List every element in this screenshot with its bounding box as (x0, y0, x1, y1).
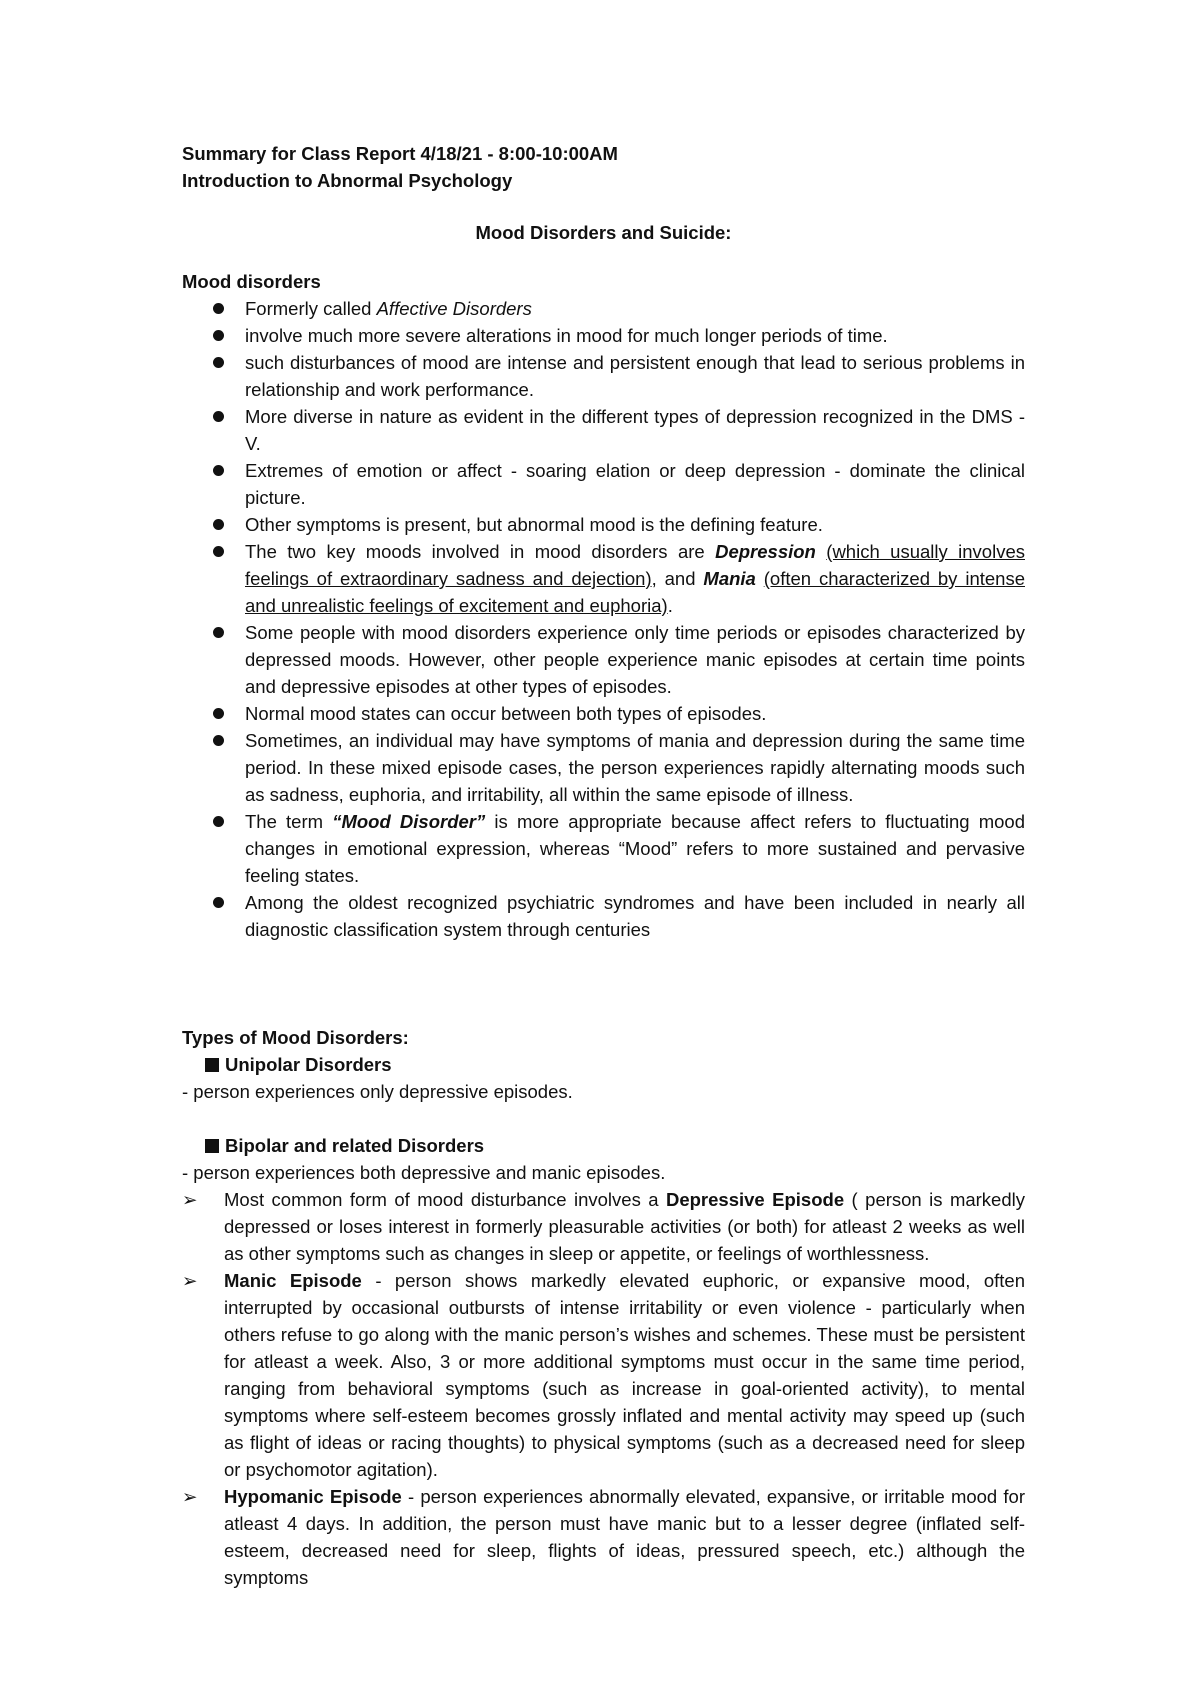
mood-disorders-list (182, 295, 1025, 943)
header-line-1: Summary for Class Report 4/18/21 - 8:00-10:00AM (182, 143, 618, 164)
list-item (182, 1186, 1025, 1267)
term-depressive-episode: Depressive Episode (665, 1189, 845, 1210)
item-text: such disturbances of mood are intense and persistent enough that lead to serious problems in relationship and work performance. (245, 352, 1025, 400)
term-depression: Depression (715, 541, 816, 562)
square-bullet-icon (205, 1058, 219, 1072)
depression-definition: (which usually involves feelings of extraordinary sadness and dejection) (245, 541, 1025, 589)
unipolar-heading (182, 1051, 1025, 1078)
spacer (182, 943, 1025, 1024)
arrow-bullet-icon: ➢ (182, 1270, 198, 1291)
bullet-dot-icon (213, 411, 224, 422)
item-text: Formerly called (245, 298, 377, 319)
item-text (756, 568, 764, 589)
item-text: involve much more severe alterations in mood for much longer periods of time. (245, 325, 888, 346)
list-item (182, 1483, 1025, 1591)
list-item (182, 1267, 1025, 1483)
list-item (182, 889, 1025, 943)
item-text: The term (245, 811, 333, 832)
document-title: Mood Disorders and Suicide: (475, 222, 732, 243)
list-item (182, 457, 1025, 511)
bullet-dot-icon (213, 708, 224, 719)
bullet-dot-icon (213, 546, 224, 557)
item-text: Other symptoms is present, but abnormal mood is the defining feature. (245, 514, 823, 535)
term-manic-episode: Manic Episode (224, 1270, 362, 1291)
list-item (182, 808, 1025, 889)
item-text: , and (651, 568, 704, 589)
list-item (182, 538, 1025, 619)
item-text: - person experiences abnormally elevated, expansive, or irritable mood for atleast 4 days. In addition, the person must have manic but to a lesser degree (inflated self-esteem, decreased need for sleep, flights of ideas, pressured speech, etc.) although the symptoms (224, 1486, 1025, 1588)
bullet-dot-icon (213, 330, 224, 341)
mood-disorders-heading: Mood disorders (182, 271, 321, 292)
spacer (182, 1105, 1025, 1132)
item-emphasis: Affective Disorders (376, 298, 532, 319)
list-item (182, 349, 1025, 403)
item-text: More diverse in nature as evident in the different types of depression recognized in the DMS - V. (245, 406, 1025, 454)
item-text: The two key moods involved in mood disorders are (245, 541, 716, 562)
square-bullet-icon (205, 1139, 219, 1153)
item-text: . (667, 595, 673, 616)
bullet-dot-icon (213, 303, 224, 314)
term-hypomanic-episode: Hypomanic Episode (224, 1486, 402, 1507)
episodes-list (182, 1186, 1025, 1591)
unipolar-label: Unipolar Disorders (225, 1054, 392, 1075)
item-text: Most common form of mood disturbance involves a (224, 1189, 666, 1210)
bullet-dot-icon (213, 627, 224, 638)
arrow-bullet-icon: ➢ (182, 1486, 198, 1507)
list-item (182, 619, 1025, 700)
types-heading: Types of Mood Disorders: (182, 1027, 409, 1048)
bipolar-label: Bipolar and related Disorders (225, 1135, 485, 1156)
arrow-bullet-icon: ➢ (182, 1189, 198, 1210)
mania-definition: (often characterized by intense and unrealistic feelings of excitement and euphoria) (245, 568, 1025, 616)
list-item (182, 700, 1025, 727)
list-item (182, 511, 1025, 538)
unipolar-description: - person experiences only depressive episodes. (182, 1081, 573, 1102)
list-item (182, 727, 1025, 808)
bullet-dot-icon (213, 519, 224, 530)
list-item (182, 295, 1025, 322)
item-text: - person shows markedly elevated euphoric, or expansive mood, often interrupted by occasional outbursts of intense irritability or even violence - particularly when others refuse to go along with the manic person’s wishes and schemes. These must be persistent for atleast a week. Also, 3 or more additional symptoms must occur in the same time period, ranging from behavioral symptoms (such as increase in goal-oriented activity), to mental symptoms where self-esteem becomes grossly inflated and mental activity may speed up (such as flight of ideas or racing thoughts) to physical symptoms (such as a decreased need for sleep or psychomotor agitation). (224, 1270, 1026, 1480)
bipolar-description: - person experiences both depressive and manic episodes. (182, 1162, 666, 1183)
bullet-dot-icon (213, 465, 224, 476)
term-mania: Mania (703, 568, 756, 589)
item-text: is more appropriate because affect refers to fluctuating mood changes in emotional expression, whereas “Mood” refers to more sustained and pervasive feeling states. (245, 811, 1025, 886)
item-text (816, 541, 826, 562)
list-item (182, 322, 1025, 349)
item-text: Extremes of emotion or affect - soaring elation or deep depression - dominate the clinical picture. (245, 460, 1025, 508)
bullet-dot-icon (213, 897, 224, 908)
term-mood-disorder: “Mood Disorder” (332, 811, 486, 832)
bullet-dot-icon (213, 735, 224, 746)
bipolar-heading (182, 1132, 1025, 1159)
bullet-dot-icon (213, 816, 224, 827)
item-text: Sometimes, an individual may have symptoms of mania and depression during the same time period. In these mixed episode cases, the person experiences rapidly alternating moods such as sadness, euphoria, and irritability, all within the same episode of illness. (245, 730, 1025, 805)
item-text: Among the oldest recognized psychiatric syndromes and have been included in nearly all diagnostic classification system through centuries (245, 892, 1025, 940)
item-text: ( person is markedly depressed or loses interest in formerly pleasurable activities (or both) for atleast 2 weeks as well as other symptoms such as changes in sleep or appetite, or feelings of worthlessness. (224, 1189, 1025, 1264)
bullet-dot-icon (213, 357, 224, 368)
header-line-2: Introduction to Abnormal Psychology (182, 170, 513, 191)
list-item (182, 403, 1025, 457)
document-page (182, 140, 1025, 1591)
item-text: Normal mood states can occur between both types of episodes. (245, 703, 767, 724)
item-text: Some people with mood disorders experience only time periods or episodes characterized by depressed moods. However, other people experience manic episodes at certain time points and depressive episodes at other types of episodes. (245, 622, 1025, 697)
